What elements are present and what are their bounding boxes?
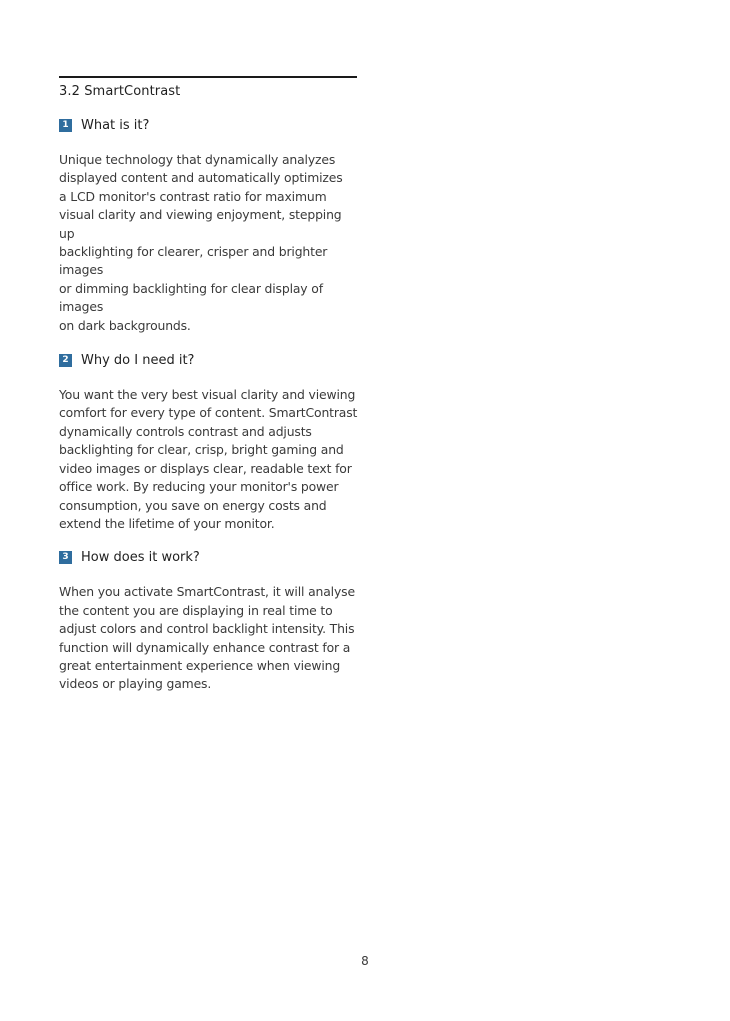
subheading-label: Why do I need it? [81, 353, 195, 369]
page-number: 8 [361, 954, 369, 968]
number-badge: 3 [59, 551, 72, 564]
subheading-what-is-it [59, 118, 359, 133]
subheading-label: What is it? [81, 118, 150, 133]
subheading-why-need-it [59, 353, 359, 368]
subheading-how-does-it-work [59, 550, 359, 565]
paragraph-what-is-it: Unique technology that dynamically analyzes displayed content and automatically optimizes a LCD monitor's contrast ratio for maximum visual clarity and viewing enjoyment, stepping up backlighting for clearer, crisper and brighter images or dimming backlighting for clear display of images on dark backgrounds. [59, 152, 343, 333]
number-badge: 2 [59, 354, 72, 367]
number-badge: 1 [59, 119, 72, 132]
section-title: 3.2 SmartContrast [59, 84, 181, 99]
content-column [59, 76, 359, 694]
paragraph-why-need-it: You want the very best visual clarity and viewing comfort for every type of content. SmartContrast dynamically controls contrast and adjusts backlighting for clear, crisp, bright gaming and video images or displays clear, readable text for office work. By reducing your monitor's power consumption, you save on energy costs and extend the lifetime of your monitor. [59, 387, 358, 531]
subheading-label: How does it work? [81, 550, 200, 566]
section-rule [59, 76, 357, 78]
paragraph-how-does-it-work: When you activate SmartContrast, it will analyse the content you are displaying in real time to adjust colors and control backlight intensity. This function will dynamically enhance contrast for a great entertainment experience when viewing videos or playing games. [59, 584, 355, 692]
